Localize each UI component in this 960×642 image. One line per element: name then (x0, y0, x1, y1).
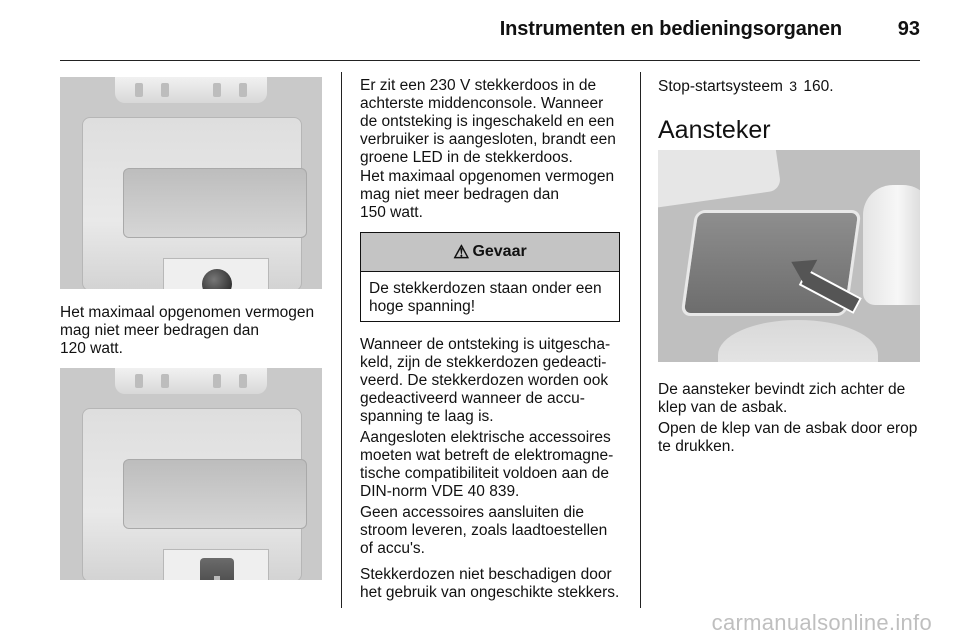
middle-paragraph-1 (360, 77, 630, 167)
text-line: Wanneer de ontsteking is uitgescha- (360, 336, 611, 353)
middle-paragraph-6 (360, 566, 630, 602)
cross-reference (658, 77, 920, 96)
console-round-socket-figure (60, 77, 322, 289)
warning-triangle-icon: ⚠ (453, 241, 470, 262)
text-line: DIN-norm VDE 40 839. (360, 483, 520, 500)
page-header (0, 0, 960, 60)
power-socket-icon (202, 269, 232, 289)
air-vent (115, 368, 267, 394)
right-paragraph-1 (658, 381, 928, 417)
gear-boot (718, 320, 878, 362)
text-line: mag niet meer bedragen dan (60, 322, 260, 339)
ref-text: Stop-startsysteem (658, 78, 783, 95)
air-vent (115, 77, 267, 103)
text-line: Het maximaal opgenomen vermogen (360, 168, 615, 185)
text-line: 150 watt. (360, 204, 423, 221)
middle-paragraph-5 (360, 504, 630, 558)
text-line: groene LED in de stekkerdoos. (360, 149, 573, 166)
text-line: te drukken. (658, 438, 735, 455)
text-line: veerd. De stekkerdozen worden ook (360, 372, 609, 389)
230v-socket-icon (200, 558, 234, 580)
middle-paragraph-4 (360, 429, 630, 501)
right-paragraph-2 (658, 420, 928, 456)
socket-plate (163, 258, 269, 289)
storage-tray (123, 459, 307, 529)
warning-header (361, 233, 619, 272)
text-line: tische compatibiliteit voldoen aan de (360, 465, 610, 482)
text-line: het gebruik van ongeschikte stekkers. (360, 584, 620, 601)
text-line: keld, zijn de stekkerdozen gedeacti- (360, 354, 607, 371)
text-line: moeten wat betreft de elektromagne- (360, 447, 614, 464)
page-number: 93 (897, 18, 920, 40)
middle-paragraph-3 (360, 336, 630, 426)
text-line: of accu's. (360, 540, 425, 557)
text-line: gedeactiveerd wanneer de accu- (360, 390, 585, 407)
text-line: Geen accessoires aansluiten die (360, 504, 585, 521)
console-panel (82, 117, 302, 289)
cigarette-lighter-figure (658, 150, 920, 362)
column-divider-1 (341, 72, 342, 608)
page-ref-arrow-icon: 3 (789, 78, 798, 94)
header-title: Instrumenten en bedieningsorganen (499, 18, 842, 40)
warning-box (360, 232, 620, 322)
gear-knob (863, 185, 920, 305)
watermark: carmanualsonline.info (711, 610, 932, 635)
text-line: hoge spanning! (369, 298, 476, 315)
text-line: spanning te laag is. (360, 408, 494, 425)
text-line: achterste middenconsole. Wanneer (360, 95, 604, 112)
text-line: Aangesloten elektrische accessoires (360, 429, 611, 446)
section-title: Aansteker (658, 116, 771, 144)
text-line: stroom leveren, zoals laadtoestellen (360, 522, 608, 539)
storage-tray (123, 168, 307, 238)
text-line: Er zit een 230 V stekkerdoos in de (360, 77, 597, 94)
warning-body (361, 272, 619, 324)
text-line: De aansteker bevindt zich achter de (658, 381, 906, 398)
left-caption (60, 304, 330, 358)
text-line: De stekkerdozen staan onder een (369, 280, 602, 297)
text-line: klep van de asbak. (658, 399, 788, 416)
text-line: Het maximaal opgenomen vermogen (60, 304, 315, 321)
text-line: 120 watt. (60, 340, 123, 357)
column-divider-2 (640, 72, 641, 608)
console-panel (82, 408, 302, 580)
text-line: de ontsteking is ingeschakeld en een (360, 113, 615, 130)
text-line: mag niet meer bedragen dan (360, 186, 560, 203)
header-rule (60, 60, 920, 61)
text-line: Stekkerdozen niet beschadigen door (360, 566, 612, 583)
console-square-socket-figure (60, 368, 322, 580)
text-line: verbruiker is aangesloten, brandt een (360, 131, 616, 148)
socket-plate (163, 549, 269, 580)
middle-paragraph-2 (360, 168, 630, 222)
warning-title: Gevaar (472, 243, 527, 260)
text-line: Open de klep van de asbak door erop (658, 420, 918, 437)
ref-page[interactable]: 160. (803, 78, 834, 95)
